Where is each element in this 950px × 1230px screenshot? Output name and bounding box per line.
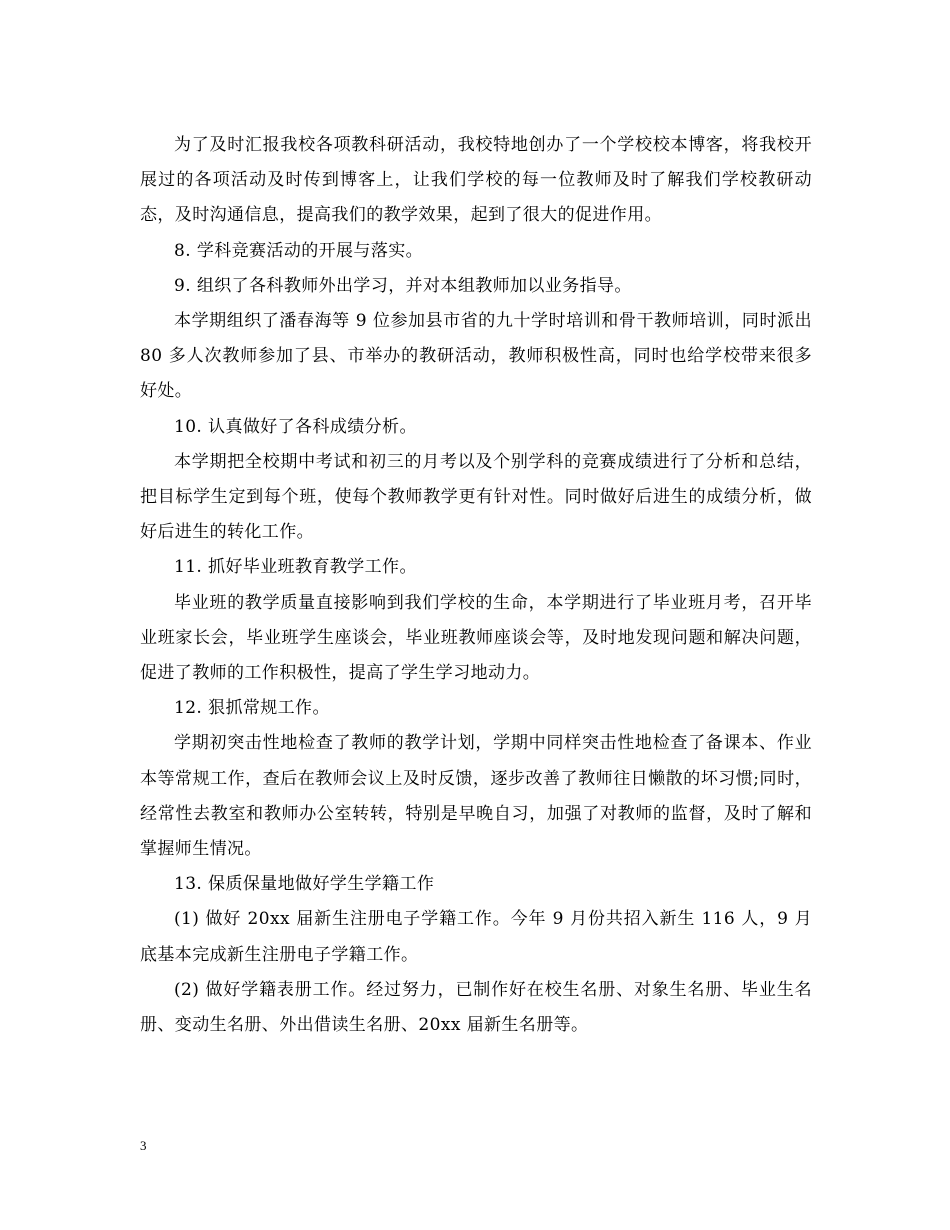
paragraph-electronic-registration: (1) 做好 20xx 届新生注册电子学籍工作。今年 9 月份共招入新生 116 人，9 月底基本完成新生注册电子学籍工作。 (140, 909, 812, 965)
heading-item-10: 10. 认真做好了各科成绩分析。 (174, 416, 417, 437)
heading-item-9: 9. 组织了各科教师外出学习，并对本组教师加以业务指导。 (174, 275, 632, 296)
heading-item-12: 12. 狠抓常规工作。 (174, 698, 330, 719)
paragraph-blog-report: 为了及时汇报我校各项教科研活动，我校特地创办了一个学校校本博客，将我校开展过的各项活动及时传到博客上，让我们学校的每一位教师及时了解我们学校教研动态，及时沟通信息，提高我们的教学效果，起到了很大的促进作用。 (140, 135, 812, 226)
heading-item-8: 8. 学科竞赛活动的开展与落实。 (174, 240, 424, 261)
heading-item-11: 11. 抓好毕业班教育教学工作。 (174, 557, 417, 578)
document-body (140, 128, 812, 1043)
paragraph-graduating-class: 毕业班的教学质量直接影响到我们学校的生命，本学期进行了毕业班月考，召开毕业班家长会，毕业班学生座谈会，毕业班教师座谈会等，及时地发现问题和解决问题，促进了教师的工作积极性，提高了学生学习地动力。 (140, 592, 812, 684)
paragraph-teacher-training: 本学期组织了潘春海等 9 位参加县市省的九十学时培训和骨干教师培训，同时派出 80 多人次教师参加了县、市举办的教研活动，教师积极性高，同时也给学校带来很多好处。 (140, 311, 812, 402)
paragraph-routine-work: 学期初突击性地检查了教师的教学计划，学期中同样突击性地检查了备课本、作业本等常规工作，查后在教师会议上及时反馈，逐步改善了教师往日懒散的坏习惯;同时，经常性去教室和教师办公室转转，特别是早晚自习，加强了对教师的监督，及时了解和掌握师生情况。 (140, 733, 812, 860)
heading-item-13: 13. 保质保量地做好学生学籍工作 (174, 874, 435, 895)
paragraph-score-analysis: 本学期把全校期中考试和初三的月考以及个别学科的竞赛成绩进行了分析和总结，把目标学生定到每个班，使每个教师教学更有针对性。同时做好后进生的成绩分析，做好后进生的转化工作。 (140, 451, 812, 543)
paragraph-student-rosters: (2) 做好学籍表册工作。经过努力，已制作好在校生名册、对象生名册、毕业生名册、变动生名册、外出借读生名册、20xx 届新生名册等。 (140, 979, 812, 1036)
page-number: 3 (140, 1138, 147, 1153)
